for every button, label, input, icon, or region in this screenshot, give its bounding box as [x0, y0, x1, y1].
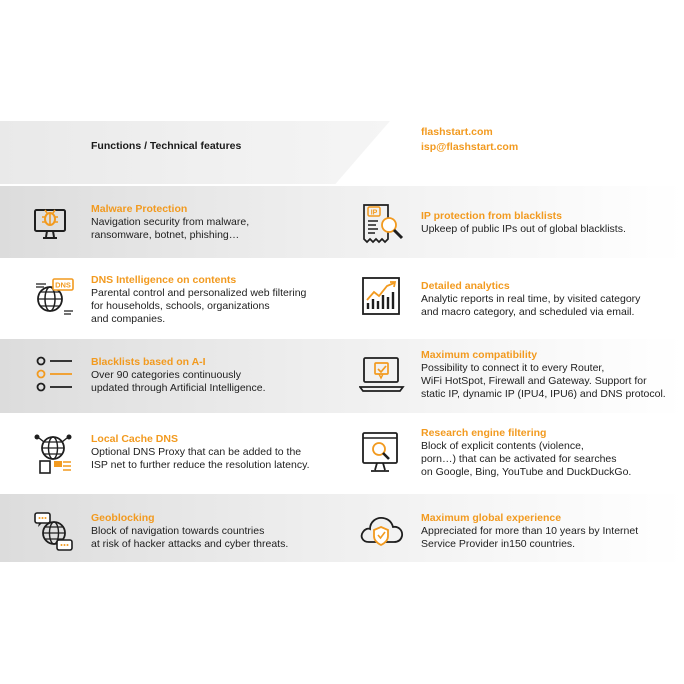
- feature-description: [91, 216, 249, 242]
- feature-title: Maximum compatibility: [421, 349, 538, 361]
- feature-local-cache-dns: [91, 433, 310, 472]
- description-line: Possibility to connect it to every Router,: [421, 362, 605, 374]
- feature-title: Geoblocking: [91, 512, 155, 524]
- feature-title: Maximum global experience: [421, 512, 562, 524]
- feature-detailed-analytics: [421, 280, 640, 319]
- description-line: ISP net to further reduce the resolution latency.: [91, 459, 310, 471]
- svg-text:IP: IP: [370, 209, 378, 217]
- feature-maximum-compatibility: [421, 349, 666, 401]
- feature-dns-intelligence: [91, 274, 306, 326]
- page-title: Functions / Technical features: [91, 140, 242, 152]
- description-line: Over 90 categories continuously: [91, 369, 241, 381]
- description-line: for households, schools, organizations: [91, 300, 270, 312]
- feature-malware-protection: [91, 203, 249, 242]
- feature-geoblocking: [91, 512, 288, 551]
- email-link[interactable]: isp@flashstart.com: [421, 141, 519, 153]
- description-line: Appreciated for more than 10 years by Internet: [421, 525, 639, 537]
- header-band: [0, 121, 390, 184]
- feature-title: DNS Intelligence on contents: [91, 274, 237, 286]
- feature-description: [91, 369, 266, 395]
- cloud-shield-icon: [359, 512, 405, 550]
- feature-title: Research engine filtering: [421, 427, 547, 439]
- feature-description: [421, 223, 626, 236]
- dns-globe-icon: [33, 277, 75, 319]
- feature-title: Malware Protection: [91, 203, 188, 215]
- description-line: ransomware, botnet, phishing…: [91, 229, 240, 241]
- feature-description: [91, 525, 288, 551]
- description-line: Optional DNS Proxy that can be added to the: [91, 446, 302, 458]
- list-toggle-icon: [35, 353, 75, 393]
- description-line: updated through Artificial Intelligence.: [91, 382, 266, 394]
- description-line: on Google, Bing, YouTube and DuckDuckGo.: [421, 466, 632, 478]
- description-line: and companies.: [91, 313, 166, 325]
- feature-maximum-global-experience: [421, 512, 638, 551]
- description-line: WiFi HotSpot, Firewall and Gateway. Support for: [421, 375, 647, 387]
- feature-research-engine-filtering: [421, 427, 631, 479]
- feature-description: [91, 446, 310, 472]
- feature-title: Blacklists based on A-I: [91, 356, 206, 368]
- analytics-chart-icon: [361, 276, 403, 318]
- description-line: and macro category, and scheduled via email.: [421, 306, 635, 318]
- monitor-search-icon: [361, 431, 401, 475]
- feature-description: [421, 440, 631, 479]
- ip-document-search-icon: [361, 203, 405, 245]
- description-line: Block of explicit contents (violence,: [421, 440, 584, 452]
- laptop-check-icon: [359, 354, 405, 394]
- feature-title: Local Cache DNS: [91, 433, 178, 445]
- website-link[interactable]: flashstart.com: [421, 126, 493, 138]
- feature-description: [421, 525, 638, 551]
- description-line: Parental control and personalized web filtering: [91, 287, 307, 299]
- feature-blacklists: [91, 356, 266, 395]
- feature-description: [421, 362, 666, 401]
- description-line: porn…) that can be activated for searches: [421, 453, 617, 465]
- bug-monitor-icon: [33, 204, 69, 242]
- feature-description: [91, 287, 306, 326]
- description-line: at risk of hacker attacks and cyber threats.: [91, 538, 289, 550]
- description-line: Analytic reports in real time, by visited category: [421, 293, 641, 305]
- feature-description: [421, 293, 640, 319]
- description-line: Service Provider in150 countries.: [421, 538, 576, 550]
- description-line: Navigation security from malware,: [91, 216, 250, 228]
- network-globe-icon: [33, 432, 75, 476]
- svg-text:DNS: DNS: [55, 280, 71, 290]
- feature-ip-protection: [421, 210, 626, 236]
- feature-title: Detailed analytics: [421, 280, 510, 292]
- feature-title: IP protection from blacklists: [421, 210, 563, 222]
- description-line: Block of navigation towards countries: [91, 525, 265, 537]
- chat-globe-icon: [33, 510, 75, 552]
- contact-block: [421, 125, 518, 155]
- description-line: Upkeep of public IPs out of global blacklists.: [421, 223, 626, 235]
- description-line: static IP, dynamic IP (IPU4, IPU6) and DNS protocol.: [421, 388, 666, 400]
